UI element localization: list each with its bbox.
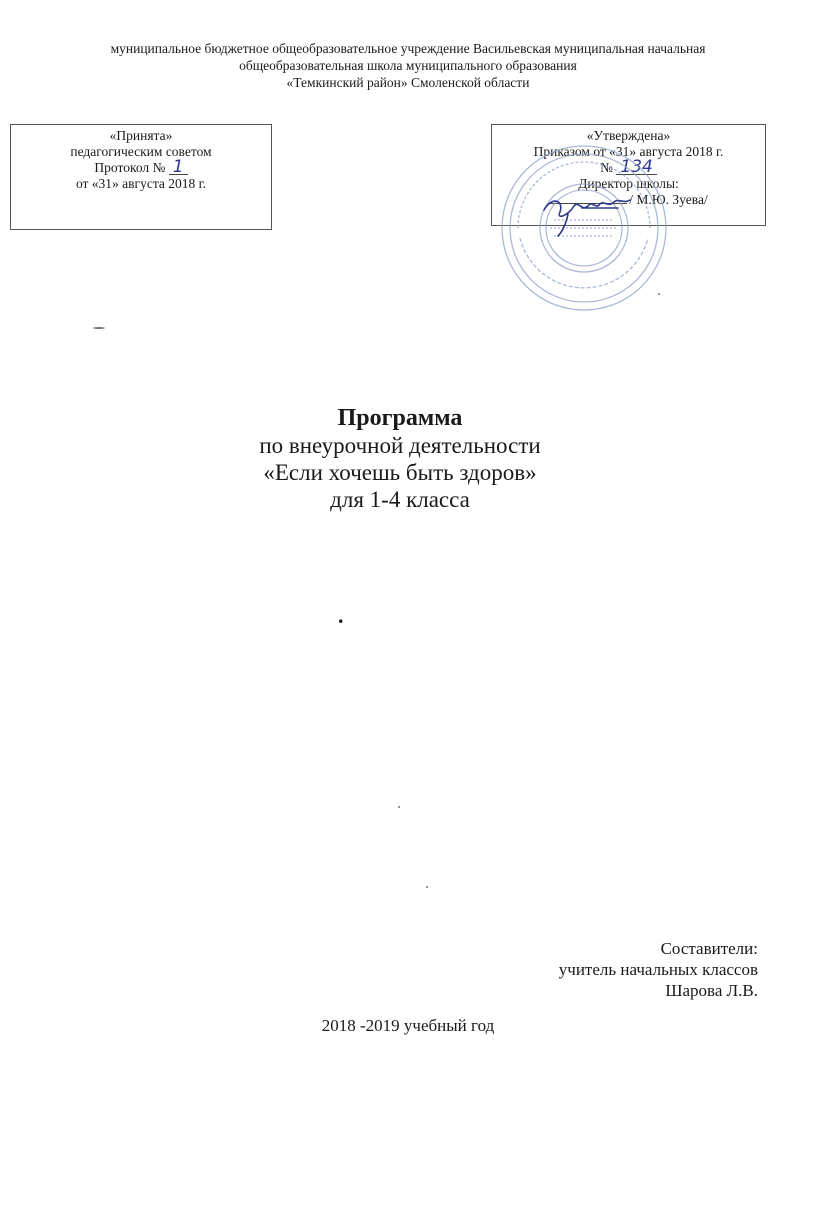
confirmed-order: Приказом от «31» августа 2018 г. (533, 144, 724, 159)
scan-speck (398, 806, 400, 808)
order-number: 134 (616, 160, 656, 175)
protocol-label: Протокол № (94, 160, 166, 175)
approved-council: педагогическим советом (70, 144, 212, 159)
authors-name: Шарова Л.В. (665, 981, 758, 1000)
header-line-3: «Темкинский район» Смоленской области (286, 75, 530, 90)
protocol-number: 1 (169, 160, 188, 175)
header-line-1: муниципальное бюджетное общеобразовательное учреждение Васильевская муниципальная начальная (110, 41, 706, 56)
stray-dot: . (338, 603, 344, 628)
program-title-block (160, 405, 640, 513)
program-subtitle-2: «Если хочешь быть здоров» (263, 460, 537, 485)
authors-role: учитель начальных классов (558, 960, 758, 979)
protocol-line (11, 157, 271, 177)
program-subtitle-1: по внеурочной деятельности (259, 433, 541, 458)
program-subtitle-3: для 1-4 класса (330, 487, 470, 512)
approved-box (10, 124, 272, 230)
approved-title: «Принята» (109, 128, 173, 143)
confirmed-title: «Утверждена» (586, 128, 671, 143)
approved-date: от «31» августа 2018 г. (75, 176, 207, 191)
scan-speck (658, 293, 660, 295)
program-title: Программа (337, 405, 463, 431)
authors-label: Составители: (660, 939, 758, 958)
director-name: / М.Ю. Зуева/ (629, 192, 708, 207)
order-number-label: № (600, 160, 614, 175)
institution-header (0, 40, 816, 91)
director-label: Директор школы: (578, 176, 679, 191)
scan-speck (93, 327, 105, 329)
academic-year: 2018 -2019 учебный год (321, 1016, 495, 1035)
authors-block (458, 938, 758, 1001)
director-signature-icon (538, 186, 638, 238)
scan-speck (426, 886, 428, 888)
header-line-2: общеобразовательная школа муниципального образования (239, 58, 577, 73)
